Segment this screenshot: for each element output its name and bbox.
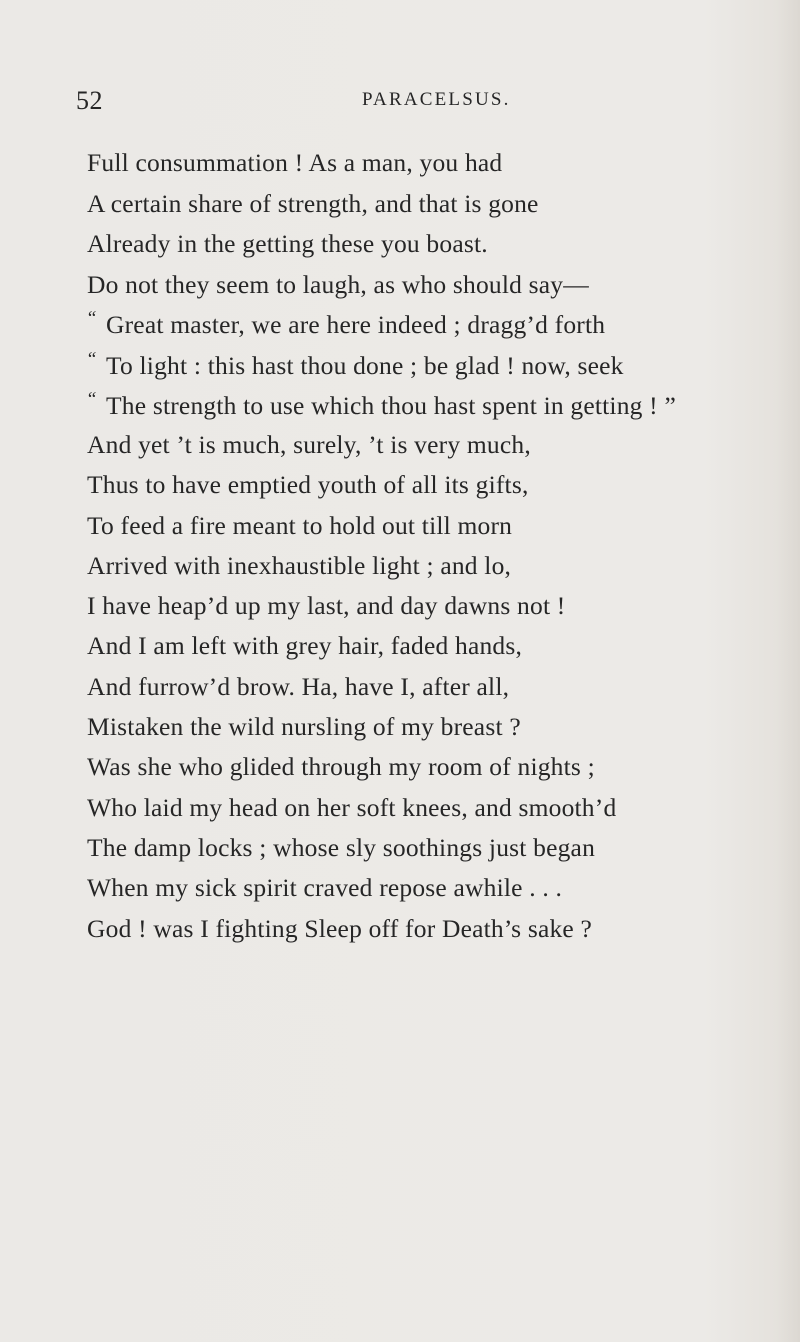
verse-line xyxy=(0,465,800,505)
verse-text: Mistaken the wild nursling of my breast ? xyxy=(87,712,521,742)
verse-text: God ! was I fighting Sleep off for Death’s sake ? xyxy=(87,913,593,943)
verse-line xyxy=(0,143,800,184)
verse-line xyxy=(0,184,800,225)
verse-text: To light : this hast thou done ; be glad ! now, seek xyxy=(106,350,624,380)
page-header xyxy=(0,86,800,116)
verse-text: Arrived with inexhaustible light ; and lo, xyxy=(87,550,512,580)
verse-line xyxy=(0,425,800,465)
verse-text: And yet ’t is much, surely, ’t is very much, xyxy=(87,430,531,459)
stanza-2 xyxy=(0,425,800,949)
verse-line xyxy=(0,707,800,747)
verse-line xyxy=(0,506,800,546)
verse-text: And I am left with grey hair, faded hands, xyxy=(87,631,523,661)
verse-line xyxy=(0,828,800,868)
running-title: PARACELSUS. xyxy=(362,89,511,110)
verse-text: Great master, we are here indeed ; dragg’d forth xyxy=(106,310,606,339)
verse-line xyxy=(0,224,800,265)
verse-text: Was she who glided through my room of nights ; xyxy=(87,752,595,782)
page-number: 52 xyxy=(76,86,103,115)
verse-text: And furrow’d brow. Ha, have I, after all, xyxy=(87,671,510,701)
quoted-verse-line xyxy=(0,346,800,387)
opening-quote-mark: “ xyxy=(86,389,97,410)
verse-text: The damp locks ; whose sly soothings just began xyxy=(87,832,596,862)
verse-line xyxy=(0,586,800,626)
verse-line xyxy=(0,626,800,666)
quoted-verse-line xyxy=(0,305,800,346)
verse-line xyxy=(0,546,800,586)
verse-line xyxy=(0,868,800,908)
quoted-verse-line xyxy=(0,386,800,427)
verse-line xyxy=(0,265,800,306)
verse-line xyxy=(0,909,800,949)
verse-line xyxy=(0,788,800,828)
verse-text: Thus to have emptied youth of all its gifts, xyxy=(87,470,529,500)
stanza-1 xyxy=(0,143,800,427)
verse-line xyxy=(0,667,800,707)
verse-text: A certain share of strength, and that is gone xyxy=(87,188,539,218)
verse-text: To feed a fire meant to hold out till morn xyxy=(87,510,513,540)
verse-text: Who laid my head on her soft knees, and smooth’d xyxy=(87,792,617,822)
verse-text: When my sick spirit craved repose awhile . . . xyxy=(87,873,563,903)
opening-quote-mark: “ xyxy=(86,348,97,370)
opening-quote-mark: “ xyxy=(86,308,97,329)
verse-text: I have heap’d up my last, and day dawns not ! xyxy=(87,591,566,621)
verse-text: The strength to use which thou hast spent in getting ! ” xyxy=(106,391,676,420)
verse-text: Full consummation ! As a man, you had xyxy=(87,148,503,177)
verse-text: Already in the getting these you boast. xyxy=(87,229,488,258)
verse-line xyxy=(0,747,800,787)
verse-text: Do not they seem to laugh, as who should say— xyxy=(87,269,589,299)
